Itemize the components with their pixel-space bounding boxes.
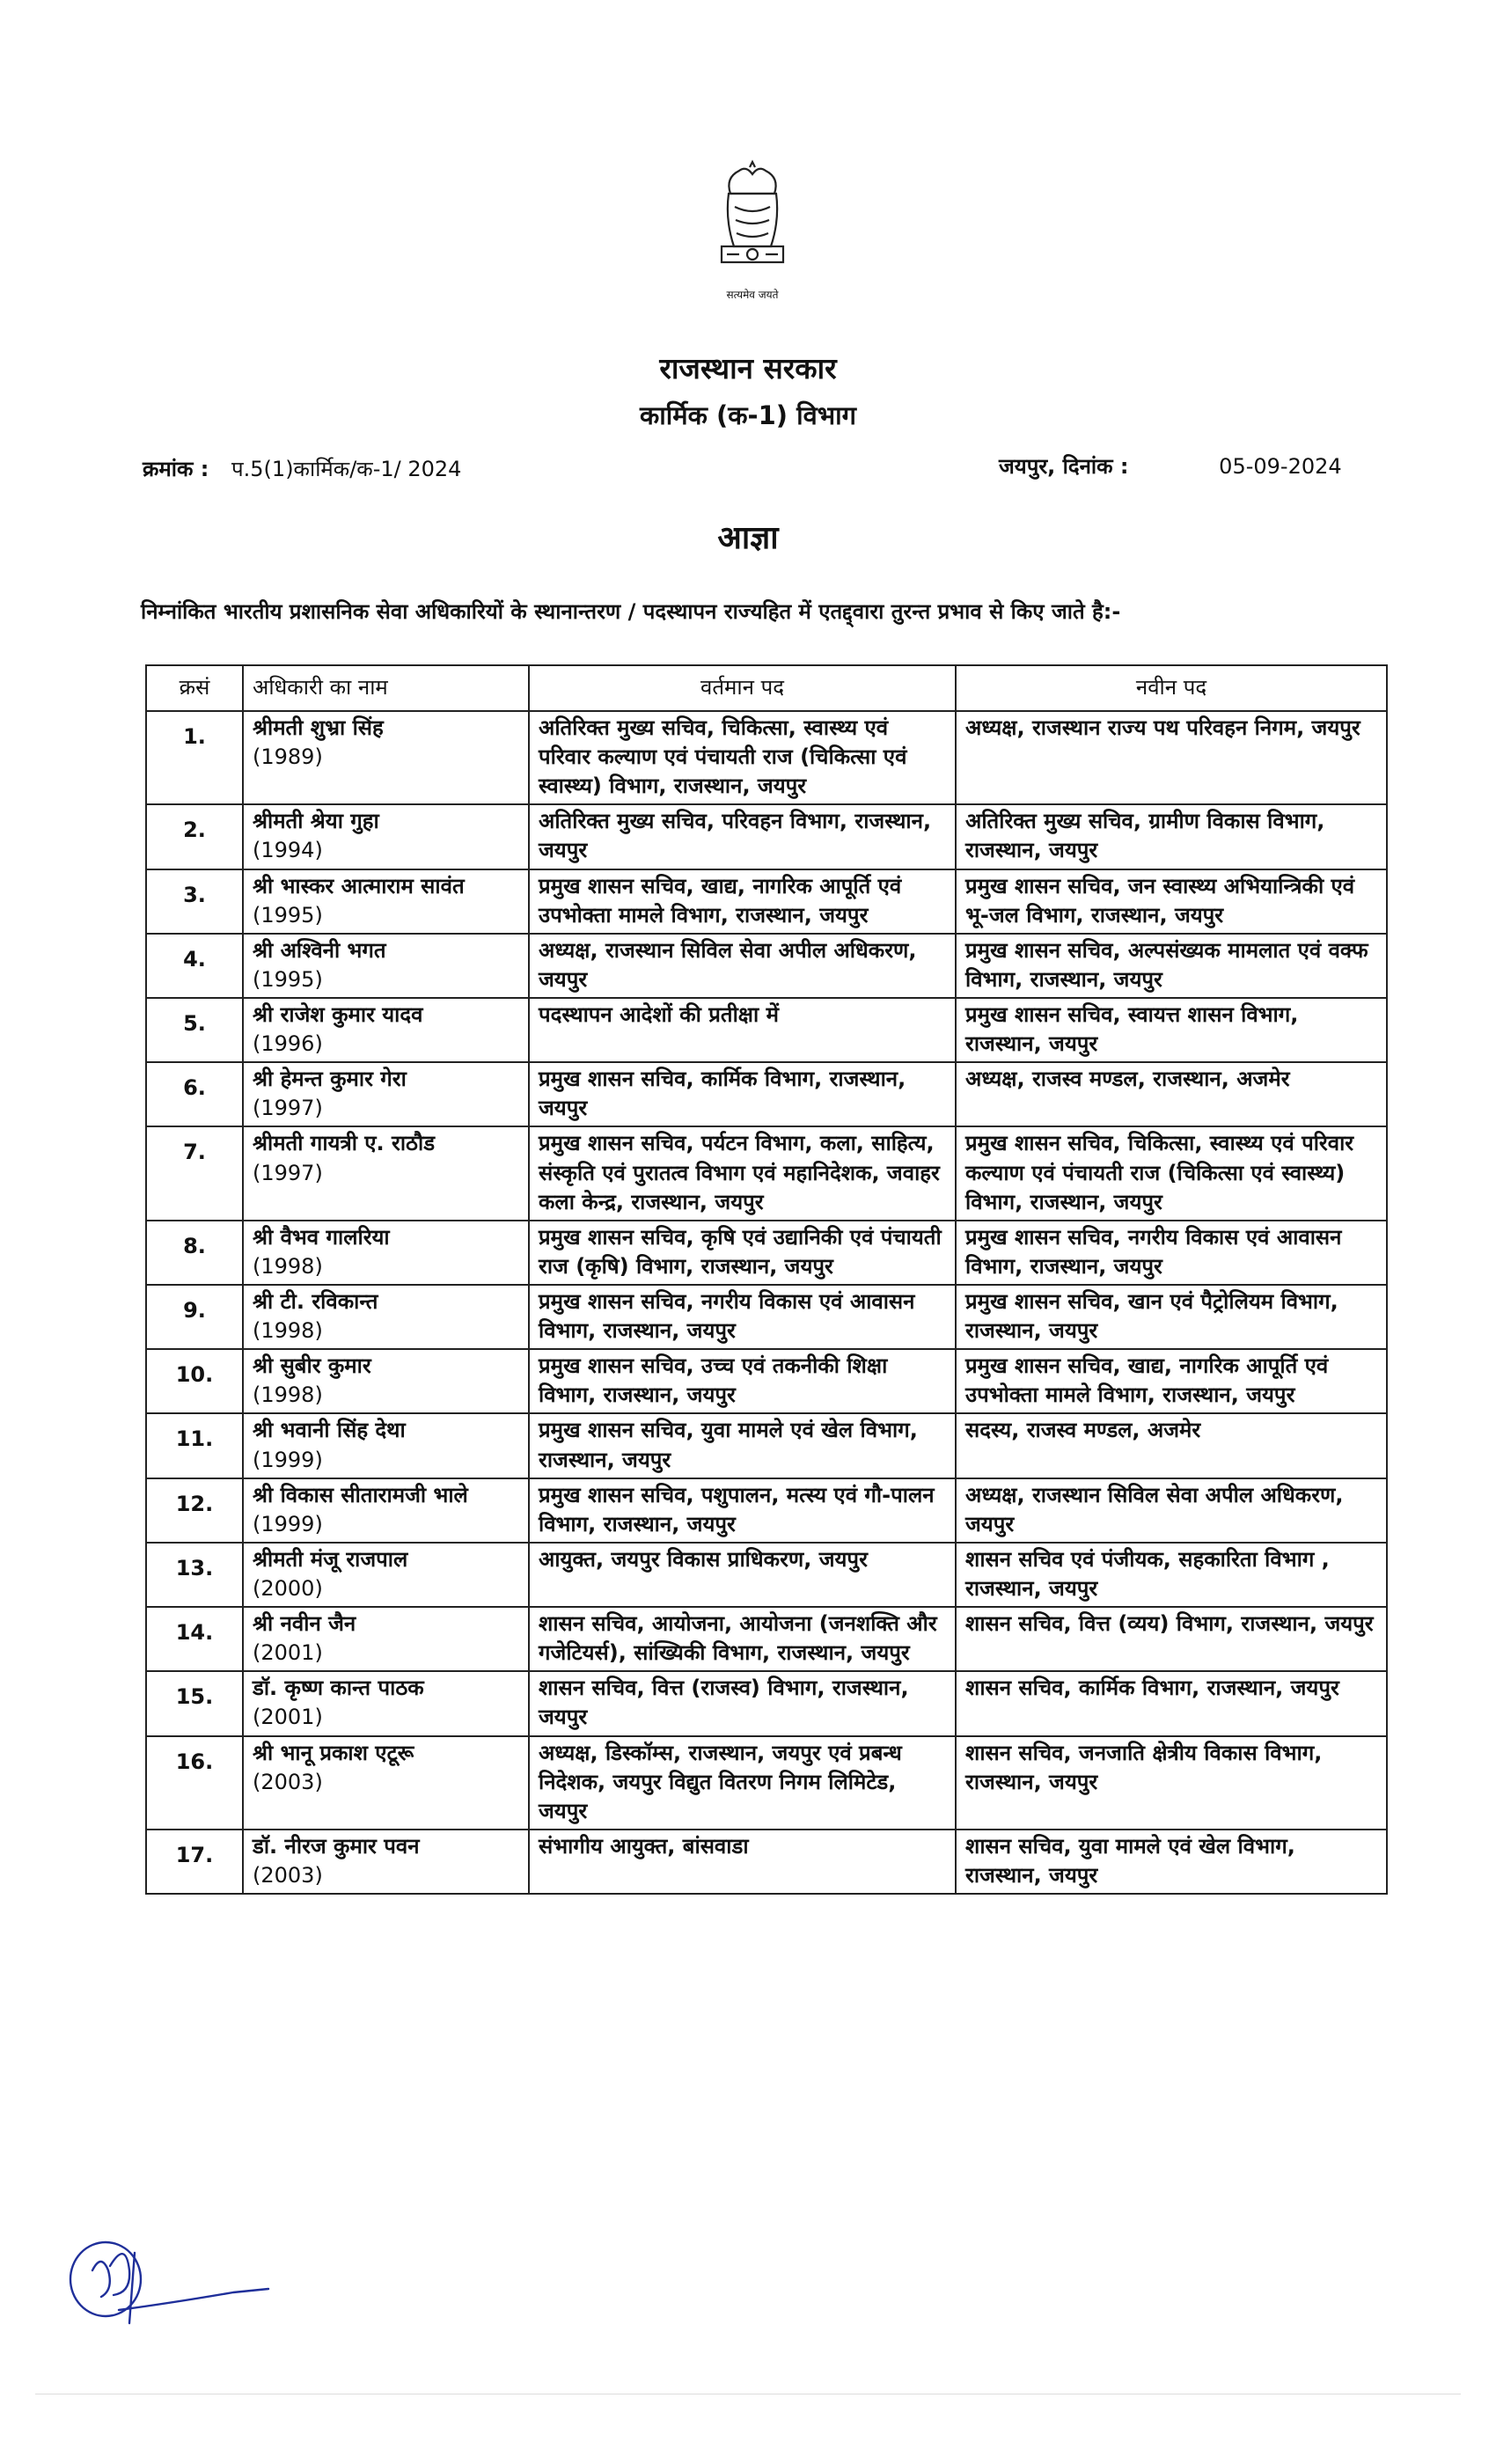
row-current-post: प्रमुख शासन सचिव, खाद्य, नागरिक आपूर्ति एवं उपभोक्ता मामले विभाग, राजस्थान, जयपुर bbox=[529, 869, 956, 934]
header-sno: क्रसं bbox=[146, 665, 243, 711]
officer-name: श्री वैभव गालरिया bbox=[253, 1224, 390, 1250]
officer-batch-year: (2000) bbox=[253, 1575, 323, 1601]
department-title: कार्मिक (क-1) विभाग bbox=[640, 400, 856, 430]
row-new-post: शासन सचिव, युवा मामले एवं खेल विभाग, राजस्थान, जयपुर bbox=[956, 1830, 1387, 1894]
table-row bbox=[146, 998, 1387, 1062]
table-row bbox=[146, 1349, 1387, 1413]
row-sno: 14. bbox=[146, 1607, 243, 1671]
row-new-post: अध्यक्ष, राजस्थान सिविल सेवा अपील अधिकरण, जयपुर bbox=[956, 1478, 1387, 1543]
row-current-post: प्रमुख शासन सचिव, पशुपालन, मत्स्य एवं गौ-पालन विभाग, राजस्थान, जयपुर bbox=[529, 1478, 956, 1543]
row-sno: 16. bbox=[146, 1736, 243, 1830]
officer-name: श्री भानू प्रकाश एटूरू bbox=[253, 1740, 414, 1765]
table-row bbox=[146, 1830, 1387, 1894]
row-current-post: संभागीय आयुक्त, बांसवाडा bbox=[529, 1830, 956, 1894]
table-row bbox=[146, 1413, 1387, 1478]
row-sno: 17. bbox=[146, 1830, 243, 1894]
table-row bbox=[146, 1543, 1387, 1607]
row-new-post: प्रमुख शासन सचिव, नगरीय विकास एवं आवासन विभाग, राजस्थान, जयपुर bbox=[956, 1221, 1387, 1285]
row-new-post: प्रमुख शासन सचिव, खाद्य, नागरिक आपूर्ति एवं उपभोक्ता मामले विभाग, राजस्थान, जयपुर bbox=[956, 1349, 1387, 1413]
officer-batch-year: (1998) bbox=[253, 1318, 323, 1344]
table-row bbox=[146, 1736, 1387, 1830]
row-new-post: शासन सचिव, जनजाति क्षेत्रीय विकास विभाग, राजस्थान, जयपुर bbox=[956, 1736, 1387, 1830]
reference-number bbox=[143, 454, 461, 483]
row-officer bbox=[243, 1736, 529, 1830]
row-current-post: अतिरिक्त मुख्य सचिव, परिवहन विभाग, राजस्थान, जयपुर bbox=[529, 804, 956, 869]
officer-batch-year: (1997) bbox=[253, 1096, 323, 1121]
row-current-post: अध्यक्ष, डिस्कॉम्स, राजस्थान, जयपुर एवं प्रबन्ध निदेशक, जयपुर विद्युत वितरण निगम लिमिटेड, जयपुर bbox=[529, 1736, 956, 1830]
row-current-post: प्रमुख शासन सचिव, नगरीय विकास एवं आवासन विभाग, राजस्थान, जयपुर bbox=[529, 1285, 956, 1349]
row-sno: 12. bbox=[146, 1478, 243, 1543]
row-officer bbox=[243, 1221, 529, 1285]
row-new-post: अतिरिक्त मुख्य सचिव, ग्रामीण विकास विभाग, राजस्थान, जयपुर bbox=[956, 804, 1387, 869]
table-row bbox=[146, 711, 1387, 804]
officer-name: डॉ. नीरज कुमार पवन bbox=[253, 1833, 420, 1859]
row-officer bbox=[243, 1349, 529, 1413]
row-officer bbox=[243, 1830, 529, 1894]
officer-batch-year: (1999) bbox=[253, 1447, 323, 1472]
officer-name: श्रीमती गायत्री ए. राठौड bbox=[253, 1131, 436, 1156]
officer-name: श्री सुबीर कुमार bbox=[253, 1353, 371, 1379]
row-new-post: प्रमुख शासन सचिव, चिकित्सा, स्वास्थ्य एवं परिवार कल्याण एवं पंचायती राज (चिकित्सा एवं स्वास्थ्य) विभाग, राजस्थान, जयपुर bbox=[956, 1126, 1387, 1220]
officer-name: डॉ. कृष्ण कान्त पाठक bbox=[253, 1676, 424, 1701]
officer-batch-year: (2003) bbox=[253, 1862, 323, 1888]
row-officer bbox=[243, 1478, 529, 1543]
row-sno: 8. bbox=[146, 1221, 243, 1285]
row-current-post: प्रमुख शासन सचिव, कार्मिक विभाग, राजस्थान, जयपुर bbox=[529, 1062, 956, 1126]
officer-batch-year: (2001) bbox=[253, 1705, 323, 1730]
officer-batch-year: (2003) bbox=[253, 1769, 323, 1794]
emblem-motto: सत्यमेव जयते bbox=[726, 289, 779, 301]
row-current-post: शासन सचिव, वित्त (राजस्व) विभाग, राजस्थान, जयपुर bbox=[529, 1671, 956, 1735]
row-officer bbox=[243, 934, 529, 998]
row-sno: 10. bbox=[146, 1349, 243, 1413]
row-sno: 3. bbox=[146, 869, 243, 934]
row-sno: 4. bbox=[146, 934, 243, 998]
transfer-table bbox=[145, 664, 1388, 1895]
officer-name: श्री भास्कर आत्माराम सावंत bbox=[253, 873, 465, 898]
officer-batch-year: (1995) bbox=[253, 966, 323, 992]
reference-value: प.5(1)कार्मिक/क-1/ 2024 bbox=[231, 457, 462, 481]
row-current-post: प्रमुख शासन सचिव, कृषि एवं उद्यानिकी एवं पंचायती राज (कृषि) विभाग, राजस्थान, जयपुर bbox=[529, 1221, 956, 1285]
signature-mark bbox=[57, 2218, 286, 2332]
row-officer bbox=[243, 1126, 529, 1220]
row-current-post: पदस्थापन आदेशों की प्रतीक्षा में bbox=[529, 998, 956, 1062]
officer-name: श्री अश्विनी भगत bbox=[253, 937, 386, 963]
row-sno: 2. bbox=[146, 804, 243, 869]
row-sno: 13. bbox=[146, 1543, 243, 1607]
row-current-post: शासन सचिव, आयोजना, आयोजना (जनशक्ति और गजेटियर्स), सांख्यिकी विभाग, राजस्थान, जयपुर bbox=[529, 1607, 956, 1671]
row-sno: 1. bbox=[146, 711, 243, 804]
reference-label: क्रमांक : bbox=[143, 457, 209, 481]
row-sno: 5. bbox=[146, 998, 243, 1062]
officer-name: श्रीमती शुभ्रा सिंह bbox=[253, 715, 384, 740]
row-current-post: आयुक्त, जयपुर विकास प्राधिकरण, जयपुर bbox=[529, 1543, 956, 1607]
officer-name: श्री नवीन जैन bbox=[253, 1611, 356, 1637]
row-new-post: शासन सचिव एवं पंजीयक, सहकारिता विभाग , राजस्थान, जयपुर bbox=[956, 1543, 1387, 1607]
row-officer bbox=[243, 1062, 529, 1126]
officer-name: श्री भवानी सिंह देथा bbox=[253, 1418, 406, 1443]
officer-batch-year: (1997) bbox=[253, 1160, 323, 1185]
officer-batch-year: (2001) bbox=[253, 1640, 323, 1666]
order-title: आज्ञा bbox=[717, 520, 779, 556]
row-sno: 15. bbox=[146, 1671, 243, 1735]
table-row bbox=[146, 869, 1387, 934]
officer-name: श्रीमती श्रेया गुहा bbox=[253, 809, 379, 834]
officer-name: श्री राजेश कुमार यादव bbox=[253, 1001, 423, 1027]
header-current-post: वर्तमान पद bbox=[529, 665, 956, 711]
row-new-post: प्रमुख शासन सचिव, स्वायत्त शासन विभाग, राजस्थान, जयपुर bbox=[956, 998, 1387, 1062]
date-label: जयपुर, दिनांक : bbox=[999, 454, 1129, 479]
officer-name: श्री विकास सीतारामजी भाले bbox=[253, 1482, 468, 1507]
row-current-post: अध्यक्ष, राजस्थान सिविल सेवा अपील अधिकरण, जयपुर bbox=[529, 934, 956, 998]
row-sno: 9. bbox=[146, 1285, 243, 1349]
row-current-post: प्रमुख शासन सचिव, उच्च एवं तकनीकी शिक्षा विभाग, राजस्थान, जयपुर bbox=[529, 1349, 956, 1413]
row-officer bbox=[243, 1413, 529, 1478]
row-officer bbox=[243, 1607, 529, 1671]
row-new-post: शासन सचिव, कार्मिक विभाग, राजस्थान, जयपुर bbox=[956, 1671, 1387, 1735]
table-row bbox=[146, 934, 1387, 998]
row-new-post: शासन सचिव, वित्त (व्यय) विभाग, राजस्थान, जयपुर bbox=[956, 1607, 1387, 1671]
table-header-row bbox=[146, 665, 1387, 711]
officer-name: श्रीमती मंजू राजपाल bbox=[253, 1546, 408, 1572]
order-date bbox=[999, 451, 1342, 480]
table-row bbox=[146, 1285, 1387, 1349]
order-intro: निम्नांकित भारतीय प्रशासनिक सेवा अधिकारियों के स्थानान्तरण / पदस्थापन राज्यहित में एतद्द्वारा तुरन्त प्रभाव से किए जाते है:- bbox=[141, 599, 1121, 624]
officer-batch-year: (1999) bbox=[253, 1511, 323, 1536]
row-officer bbox=[243, 1543, 529, 1607]
table-row bbox=[146, 1478, 1387, 1543]
row-officer bbox=[243, 711, 529, 804]
row-new-post: प्रमुख शासन सचिव, खान एवं पैट्रोलियम विभाग, राजस्थान, जयपुर bbox=[956, 1285, 1387, 1349]
row-current-post: प्रमुख शासन सचिव, युवा मामले एवं खेल विभाग, राजस्थान, जयपुर bbox=[529, 1413, 956, 1478]
row-new-post: प्रमुख शासन सचिव, अल्पसंख्यक मामलात एवं वक्फ विभाग, राजस्थान, जयपुर bbox=[956, 934, 1387, 998]
table-row bbox=[146, 1221, 1387, 1285]
row-sno: 7. bbox=[146, 1126, 243, 1220]
table-row bbox=[146, 804, 1387, 869]
row-new-post: अध्यक्ष, राजस्थान राज्य पथ परिवहन निगम, जयपुर bbox=[956, 711, 1387, 804]
officer-name: श्री हेमन्त कुमार गेरा bbox=[253, 1067, 407, 1092]
date-value: 05-09-2024 bbox=[1219, 454, 1342, 479]
government-title: राजस्थान सरकार bbox=[659, 351, 837, 385]
header-new-post: नवीन पद bbox=[956, 665, 1387, 711]
row-officer bbox=[243, 1671, 529, 1735]
row-sno: 11. bbox=[146, 1413, 243, 1478]
row-current-post: अतिरिक्त मुख्य सचिव, चिकित्सा, स्वास्थ्य एवं परिवार कल्याण एवं पंचायती राज (चिकित्सा एवं स्वास्थ्य) विभाग, राजस्थान, जयपुर bbox=[529, 711, 956, 804]
header-officer-name: अधिकारी का नाम bbox=[243, 665, 529, 711]
table-row bbox=[146, 1607, 1387, 1671]
row-officer bbox=[243, 1285, 529, 1349]
table-row bbox=[146, 1062, 1387, 1126]
officer-batch-year: (1996) bbox=[253, 1031, 323, 1057]
officer-batch-year: (1994) bbox=[253, 838, 323, 863]
officer-batch-year: (1995) bbox=[253, 902, 323, 928]
row-officer bbox=[243, 804, 529, 869]
row-officer bbox=[243, 998, 529, 1062]
table-row bbox=[146, 1126, 1387, 1220]
officer-batch-year: (1998) bbox=[253, 1382, 323, 1408]
row-sno: 6. bbox=[146, 1062, 243, 1126]
officer-batch-year: (1989) bbox=[253, 744, 323, 770]
row-new-post: सदस्य, राजस्व मण्डल, अजमेर bbox=[956, 1413, 1387, 1478]
table-row bbox=[146, 1671, 1387, 1735]
row-current-post: प्रमुख शासन सचिव, पर्यटन विभाग, कला, साहित्य, संस्कृति एवं पुरातत्व विभाग एवं महानिदेशक, जवाहर कला केन्द्र, राजस्थान, जयपुर bbox=[529, 1126, 956, 1220]
row-new-post: अध्यक्ष, राजस्व मण्डल, राजस्थान, अजमेर bbox=[956, 1062, 1387, 1126]
row-officer bbox=[243, 869, 529, 934]
officer-batch-year: (1998) bbox=[253, 1253, 323, 1279]
officer-name: श्री टी. रविकान्त bbox=[253, 1288, 378, 1314]
row-new-post: प्रमुख शासन सचिव, जन स्वास्थ्य अभियान्त्रिकी एवं भू-जल विभाग, राजस्थान, जयपुर bbox=[956, 869, 1387, 934]
national-emblem bbox=[695, 158, 810, 317]
